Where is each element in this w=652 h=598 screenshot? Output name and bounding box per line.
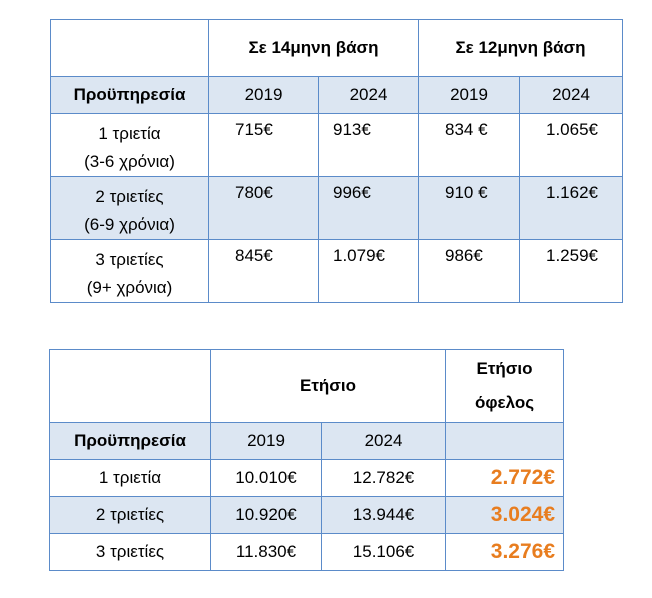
column-header-2019: 2019 (419, 77, 520, 114)
table-cell: 1.065€ (520, 114, 623, 177)
benefit-value: 2.772€ (446, 460, 564, 497)
empty-header-cell (51, 20, 209, 77)
table-cell: 10.920€ (211, 497, 322, 534)
table-cell: 10.010€ (211, 460, 322, 497)
column-header-service: Προϋπηρεσία (51, 77, 209, 114)
table-cell: 1.079€ (319, 240, 419, 303)
table-row (51, 114, 623, 177)
table-cell: 11.830€ (211, 534, 322, 571)
table-cell: 1.259€ (520, 240, 623, 303)
header-14-month: Σε 14μηνη βάση (209, 20, 419, 77)
row-label: 2 τριετίες (6-9 χρόνια) (51, 177, 209, 240)
table-cell: 715€ (209, 114, 319, 177)
table-cell: 996€ (319, 177, 419, 240)
table-cell: 834 € (419, 114, 520, 177)
benefit-value: 3.024€ (446, 497, 564, 534)
table-subheader-row (51, 77, 623, 114)
table-row (50, 534, 564, 571)
salary-table-annual (49, 349, 564, 571)
table-cell: 845€ (209, 240, 319, 303)
table-row (50, 497, 564, 534)
empty-header-cell (50, 350, 211, 423)
column-header-service: Προϋπηρεσία (50, 423, 211, 460)
row-label: 3 τριετίες (50, 534, 211, 571)
row-label: 3 τριετίες (9+ χρόνια) (51, 240, 209, 303)
table-cell: 13.944€ (322, 497, 446, 534)
empty-subheader-cell (446, 423, 564, 460)
column-header-2024: 2024 (520, 77, 623, 114)
table-cell: 986€ (419, 240, 520, 303)
header-annual-benefit: Ετήσιο όφελος (446, 350, 564, 423)
column-header-2019: 2019 (209, 77, 319, 114)
column-header-2024: 2024 (319, 77, 419, 114)
table-row (51, 240, 623, 303)
header-12-month: Σε 12μηνη βάση (419, 20, 623, 77)
table-cell: 910 € (419, 177, 520, 240)
table-cell: 913€ (319, 114, 419, 177)
salary-table-monthly (50, 19, 623, 303)
row-label: 1 τριετία (3-6 χρόνια) (51, 114, 209, 177)
table-cell: 15.106€ (322, 534, 446, 571)
benefit-value: 3.276€ (446, 534, 564, 571)
column-header-2019: 2019 (211, 423, 322, 460)
table-row (50, 460, 564, 497)
table-subheader-row (50, 423, 564, 460)
table-cell: 780€ (209, 177, 319, 240)
table-cell: 1.162€ (520, 177, 623, 240)
table-header-row (51, 20, 623, 77)
row-label: 2 τριετίες (50, 497, 211, 534)
row-label: 1 τριετία (50, 460, 211, 497)
table-cell: 12.782€ (322, 460, 446, 497)
header-annual: Ετήσιο (211, 350, 446, 423)
table-header-row (50, 350, 564, 423)
column-header-2024: 2024 (322, 423, 446, 460)
table-row (51, 177, 623, 240)
